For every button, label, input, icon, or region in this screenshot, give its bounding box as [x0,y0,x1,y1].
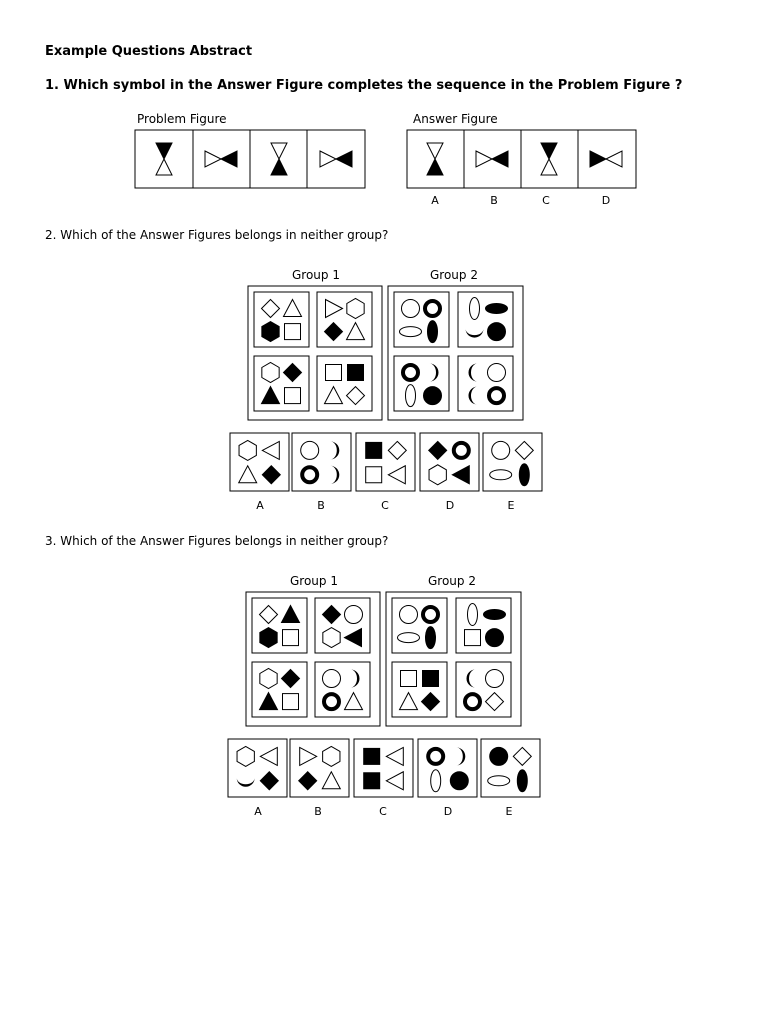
bowtie-right-triangle [336,151,352,167]
filled-horizontal-oval-shape [484,610,506,620]
bowtie-left-triangle [320,151,336,167]
outline-triangle-shape [325,387,343,404]
q2-group-2-cell [458,356,513,411]
outline-left-triangle-shape [262,441,279,459]
filled-square-shape [364,748,380,764]
ring-shape [324,694,339,709]
crescent-left-shape [469,387,478,405]
outline-circle-shape [323,670,341,688]
outline-circle-shape [488,364,506,382]
outline-hexagon-shape [262,363,279,383]
bowtie-right-triangle [221,151,237,167]
outline-square-shape [326,365,342,381]
crescent-left-shape [467,670,476,688]
outline-hexagon-shape [260,669,277,689]
q3-answer-letter-e: E [505,805,513,818]
q3-answer-letter-c: C [379,805,387,818]
filled-diamond-shape [429,441,447,459]
ring-shape [489,388,504,403]
filled-triangle-shape [282,606,300,623]
filled-diamond-shape [323,606,341,624]
crescent-right-shape [430,364,439,382]
q3-answer-figure [228,739,287,797]
q3-answer-letter-b: B [314,805,322,818]
outline-square-shape [366,467,382,483]
outline-hexagon-shape [239,440,256,460]
filled-vertical-oval-shape [517,770,527,792]
q1-answer-letter-b: B [490,194,498,207]
q2-group-2-cell [394,292,449,347]
outline-right-triangle-shape [300,747,317,765]
bowtie-right-triangle [606,151,622,167]
filled-circle-shape [450,772,468,790]
outline-hexagon-shape [323,746,340,766]
filled-triangle-shape [262,387,280,404]
outline-diamond-shape [262,300,280,318]
ring-shape [428,749,443,764]
outline-circle-shape [345,606,363,624]
hourglass-bottom-triangle [156,159,172,175]
outline-hexagon-shape [237,746,254,766]
outline-diamond-shape [513,747,531,765]
filled-vertical-oval-shape [428,321,438,343]
hourglass-bottom-triangle [541,159,557,175]
bowtie-left-triangle [590,151,606,167]
ring-shape [465,694,480,709]
outline-square-shape [285,324,301,340]
outline-left-triangle-shape [260,747,277,765]
q3-answer-figure [418,739,477,797]
filled-circle-shape [486,629,504,647]
outline-hexagon-shape [347,299,364,319]
bowtie-left-triangle [205,151,221,167]
q3-answer-letter-a: A [254,805,262,818]
filled-square-shape [366,442,382,458]
filled-diamond-shape [422,693,440,711]
outline-diamond-shape [388,441,406,459]
outline-hexagon-shape [323,628,340,648]
filled-diamond-shape [284,364,302,382]
outline-circle-shape [301,441,319,459]
crescent-right-shape [351,670,360,688]
q2-answer-figure [292,433,351,491]
ring-shape [454,443,469,458]
filled-diamond-shape [282,670,300,688]
ring-shape [425,301,440,316]
outline-diamond-shape [486,693,504,711]
crescent-right-shape [456,747,465,765]
filled-circle-shape [424,387,442,405]
outline-circle-shape [492,441,510,459]
bowtie-left-triangle [476,151,492,167]
outline-vertical-oval-shape [470,298,480,320]
q2-answer-figure [420,433,479,491]
question-1-text: 1. Which symbol in the Answer Figure completes the sequence in the Problem Figure ? [45,78,683,93]
q2-group-2-cell [394,356,449,411]
outline-circle-shape [402,300,420,318]
outline-left-triangle-shape [388,466,405,484]
ring-shape [302,467,317,482]
q3-answer-figure [354,739,413,797]
hourglass-top-triangle [541,143,557,159]
outline-circle-shape [400,606,418,624]
hourglass-top-triangle [427,143,443,159]
question-2-text: 2. Which of the Answer Figures belongs in neither group? [45,228,389,242]
hourglass-top-triangle [271,143,287,159]
crescent-up-shape [466,329,484,338]
outline-vertical-oval-shape [406,385,416,407]
q2-answer-letter-e: E [507,499,515,512]
outline-diamond-shape [347,387,365,405]
q2-answer-letter-d: D [445,499,455,512]
filled-square-shape [348,365,364,381]
filled-diamond-shape [260,772,278,790]
outline-square-shape [285,388,301,404]
q2-answer-letter-b: B [317,499,325,512]
q2-answer-figure [483,433,542,491]
filled-hexagon-shape [260,628,277,648]
crescent-right-shape [330,466,339,484]
filled-hexagon-shape [262,322,279,342]
filled-vertical-oval-shape [426,627,436,649]
crescent-left-shape [469,364,478,382]
outline-square-shape [465,630,481,646]
outline-triangle-shape [239,466,257,483]
answer-figure-caption: Answer Figure [413,112,498,126]
outline-vertical-oval-shape [431,770,441,792]
crescent-up-shape [237,778,255,787]
filled-circle-shape [488,323,506,341]
hourglass-bottom-triangle [427,159,443,175]
q2-group-1-caption: Group 1 [292,268,340,282]
outline-circle-shape [486,670,504,688]
crescent-right-shape [330,441,339,459]
filled-diamond-shape [325,323,343,341]
outline-triangle-shape [347,323,365,340]
q2-answer-letter-c: C [381,499,389,512]
q3-group-2-cell [456,662,511,717]
outline-horizontal-oval-shape [400,327,422,337]
q3-group-1-caption: Group 1 [290,574,338,588]
q1-answer-letter-d: D [601,194,611,207]
problem-figure-caption: Problem Figure [137,112,227,126]
hourglass-bottom-triangle [271,159,287,175]
outline-diamond-shape [515,441,533,459]
outline-vertical-oval-shape [468,604,478,626]
outline-left-triangle-shape [386,747,403,765]
q3-answer-letter-d: D [443,805,453,818]
page-title: Example Questions Abstract [45,44,253,59]
outline-right-triangle-shape [326,300,343,318]
filled-left-triangle-shape [345,629,362,647]
outline-square-shape [283,694,299,710]
q3-group-2-caption: Group 2 [428,574,476,588]
q2-answer-letter-a: A [256,499,264,512]
outline-triangle-shape [345,693,363,710]
q2-group-2-caption: Group 2 [430,268,478,282]
outline-diamond-shape [260,606,278,624]
ring-shape [423,607,438,622]
filled-circle-shape [490,747,508,765]
q2-group-2-cell [458,292,513,347]
outline-square-shape [283,630,299,646]
q3-group-2-cell [392,598,447,653]
filled-left-triangle-shape [452,466,469,484]
outline-horizontal-oval-shape [398,633,420,643]
outline-hexagon-shape [429,465,446,485]
outline-left-triangle-shape [386,772,403,790]
ring-shape [403,365,418,380]
outline-triangle-shape [400,693,418,710]
filled-triangle-shape [260,693,278,710]
outline-square-shape [401,671,417,687]
filled-square-shape [364,773,380,789]
filled-vertical-oval-shape [519,464,529,486]
filled-diamond-shape [299,772,317,790]
filled-diamond-shape [262,466,280,484]
outline-triangle-shape [322,772,340,789]
hourglass-top-triangle [156,143,172,159]
q2-answer-figure [356,433,415,491]
q1-answer-letter-c: C [542,194,550,207]
q1-answer-letter-a: A [431,194,439,207]
outline-horizontal-oval-shape [490,470,512,480]
outline-triangle-shape [284,300,302,317]
bowtie-right-triangle [492,151,508,167]
filled-square-shape [423,671,439,687]
q3-answer-figure [481,739,540,797]
outline-horizontal-oval-shape [488,776,510,786]
filled-horizontal-oval-shape [486,304,508,314]
question-3-text: 3. Which of the Answer Figures belongs in neither group? [45,534,389,548]
